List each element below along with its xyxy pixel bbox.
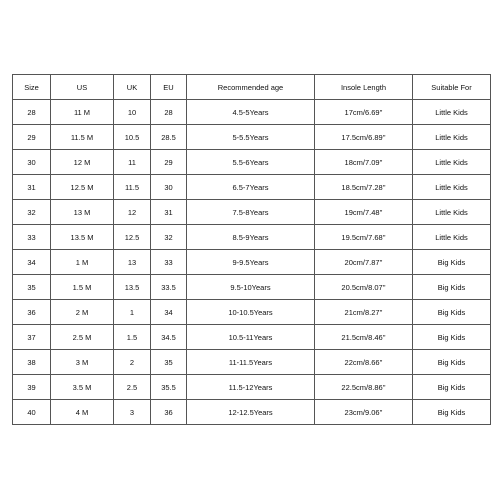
header-us: US bbox=[51, 75, 114, 100]
us-cell: 2.5 M bbox=[51, 325, 114, 350]
eu-cell: 32 bbox=[151, 225, 187, 250]
insole-cell: 19cm/7.48'' bbox=[315, 200, 413, 225]
age-cell: 5.5-6Years bbox=[187, 150, 315, 175]
uk-cell: 10.5 bbox=[114, 125, 151, 150]
insole-cell: 17cm/6.69'' bbox=[315, 100, 413, 125]
eu-cell: 28 bbox=[151, 100, 187, 125]
suitable-for-cell: Little Kids bbox=[413, 175, 491, 200]
uk-cell: 13.5 bbox=[114, 275, 151, 300]
eu-cell: 35 bbox=[151, 350, 187, 375]
uk-cell: 2 bbox=[114, 350, 151, 375]
age-cell: 12-12.5Years bbox=[187, 400, 315, 425]
table-row bbox=[13, 325, 491, 350]
suitable-for-cell: Little Kids bbox=[413, 100, 491, 125]
suitable-for-cell: Little Kids bbox=[413, 200, 491, 225]
eu-cell: 35.5 bbox=[151, 375, 187, 400]
table-row bbox=[13, 400, 491, 425]
table-row bbox=[13, 250, 491, 275]
insole-cell: 20.5cm/8.07'' bbox=[315, 275, 413, 300]
size-cell: 36 bbox=[13, 300, 51, 325]
age-cell: 11-11.5Years bbox=[187, 350, 315, 375]
header-size: Size bbox=[13, 75, 51, 100]
age-cell: 9.5-10Years bbox=[187, 275, 315, 300]
table-row bbox=[13, 125, 491, 150]
us-cell: 1.5 M bbox=[51, 275, 114, 300]
age-cell: 9-9.5Years bbox=[187, 250, 315, 275]
size-cell: 39 bbox=[13, 375, 51, 400]
suitable-for-cell: Big Kids bbox=[413, 250, 491, 275]
us-cell: 4 M bbox=[51, 400, 114, 425]
eu-cell: 29 bbox=[151, 150, 187, 175]
table-row bbox=[13, 275, 491, 300]
uk-cell: 1 bbox=[114, 300, 151, 325]
insole-cell: 18cm/7.09'' bbox=[315, 150, 413, 175]
size-cell: 34 bbox=[13, 250, 51, 275]
age-cell: 10.5-11Years bbox=[187, 325, 315, 350]
size-cell: 35 bbox=[13, 275, 51, 300]
eu-cell: 33 bbox=[151, 250, 187, 275]
size-chart-table bbox=[12, 74, 491, 425]
header-uk: UK bbox=[114, 75, 151, 100]
insole-cell: 23cm/9.06'' bbox=[315, 400, 413, 425]
suitable-for-cell: Little Kids bbox=[413, 125, 491, 150]
us-cell: 12 M bbox=[51, 150, 114, 175]
insole-cell: 21.5cm/8.46'' bbox=[315, 325, 413, 350]
size-cell: 29 bbox=[13, 125, 51, 150]
table-row bbox=[13, 225, 491, 250]
age-cell: 7.5-8Years bbox=[187, 200, 315, 225]
insole-cell: 22cm/8.66'' bbox=[315, 350, 413, 375]
age-cell: 5-5.5Years bbox=[187, 125, 315, 150]
insole-cell: 20cm/7.87'' bbox=[315, 250, 413, 275]
eu-cell: 30 bbox=[151, 175, 187, 200]
uk-cell: 1.5 bbox=[114, 325, 151, 350]
us-cell: 2 M bbox=[51, 300, 114, 325]
suitable-for-cell: Big Kids bbox=[413, 400, 491, 425]
uk-cell: 11 bbox=[114, 150, 151, 175]
uk-cell: 10 bbox=[114, 100, 151, 125]
table-row bbox=[13, 350, 491, 375]
header-eu: EU bbox=[151, 75, 187, 100]
size-cell: 40 bbox=[13, 400, 51, 425]
age-cell: 11.5-12Years bbox=[187, 375, 315, 400]
insole-cell: 19.5cm/7.68'' bbox=[315, 225, 413, 250]
us-cell: 11.5 M bbox=[51, 125, 114, 150]
table-row bbox=[13, 375, 491, 400]
table-row bbox=[13, 150, 491, 175]
header-recommended-age: Recommended age bbox=[187, 75, 315, 100]
us-cell: 13 M bbox=[51, 200, 114, 225]
suitable-for-cell: Big Kids bbox=[413, 350, 491, 375]
uk-cell: 12.5 bbox=[114, 225, 151, 250]
suitable-for-cell: Little Kids bbox=[413, 150, 491, 175]
insole-cell: 22.5cm/8.86'' bbox=[315, 375, 413, 400]
us-cell: 13.5 M bbox=[51, 225, 114, 250]
table-row bbox=[13, 200, 491, 225]
header-suitable-for: Suitable For bbox=[413, 75, 491, 100]
header-row bbox=[13, 75, 491, 100]
eu-cell: 28.5 bbox=[151, 125, 187, 150]
table-body bbox=[13, 100, 491, 425]
uk-cell: 13 bbox=[114, 250, 151, 275]
table-row bbox=[13, 100, 491, 125]
header-insole-length: Insole Length bbox=[315, 75, 413, 100]
us-cell: 12.5 M bbox=[51, 175, 114, 200]
size-cell: 28 bbox=[13, 100, 51, 125]
insole-cell: 18.5cm/7.28'' bbox=[315, 175, 413, 200]
size-cell: 38 bbox=[13, 350, 51, 375]
us-cell: 1 M bbox=[51, 250, 114, 275]
age-cell: 4.5-5Years bbox=[187, 100, 315, 125]
insole-cell: 17.5cm/6.89'' bbox=[315, 125, 413, 150]
size-cell: 37 bbox=[13, 325, 51, 350]
suitable-for-cell: Big Kids bbox=[413, 275, 491, 300]
age-cell: 6.5-7Years bbox=[187, 175, 315, 200]
insole-cell: 21cm/8.27'' bbox=[315, 300, 413, 325]
us-cell: 3 M bbox=[51, 350, 114, 375]
size-cell: 32 bbox=[13, 200, 51, 225]
age-cell: 10-10.5Years bbox=[187, 300, 315, 325]
eu-cell: 31 bbox=[151, 200, 187, 225]
eu-cell: 33.5 bbox=[151, 275, 187, 300]
suitable-for-cell: Little Kids bbox=[413, 225, 491, 250]
suitable-for-cell: Big Kids bbox=[413, 300, 491, 325]
size-cell: 33 bbox=[13, 225, 51, 250]
uk-cell: 3 bbox=[114, 400, 151, 425]
table-row bbox=[13, 300, 491, 325]
us-cell: 3.5 M bbox=[51, 375, 114, 400]
eu-cell: 34 bbox=[151, 300, 187, 325]
suitable-for-cell: Big Kids bbox=[413, 325, 491, 350]
eu-cell: 36 bbox=[151, 400, 187, 425]
us-cell: 11 M bbox=[51, 100, 114, 125]
age-cell: 8.5-9Years bbox=[187, 225, 315, 250]
size-cell: 30 bbox=[13, 150, 51, 175]
size-cell: 31 bbox=[13, 175, 51, 200]
uk-cell: 11.5 bbox=[114, 175, 151, 200]
uk-cell: 2.5 bbox=[114, 375, 151, 400]
eu-cell: 34.5 bbox=[151, 325, 187, 350]
table-row bbox=[13, 175, 491, 200]
uk-cell: 12 bbox=[114, 200, 151, 225]
suitable-for-cell: Big Kids bbox=[413, 375, 491, 400]
